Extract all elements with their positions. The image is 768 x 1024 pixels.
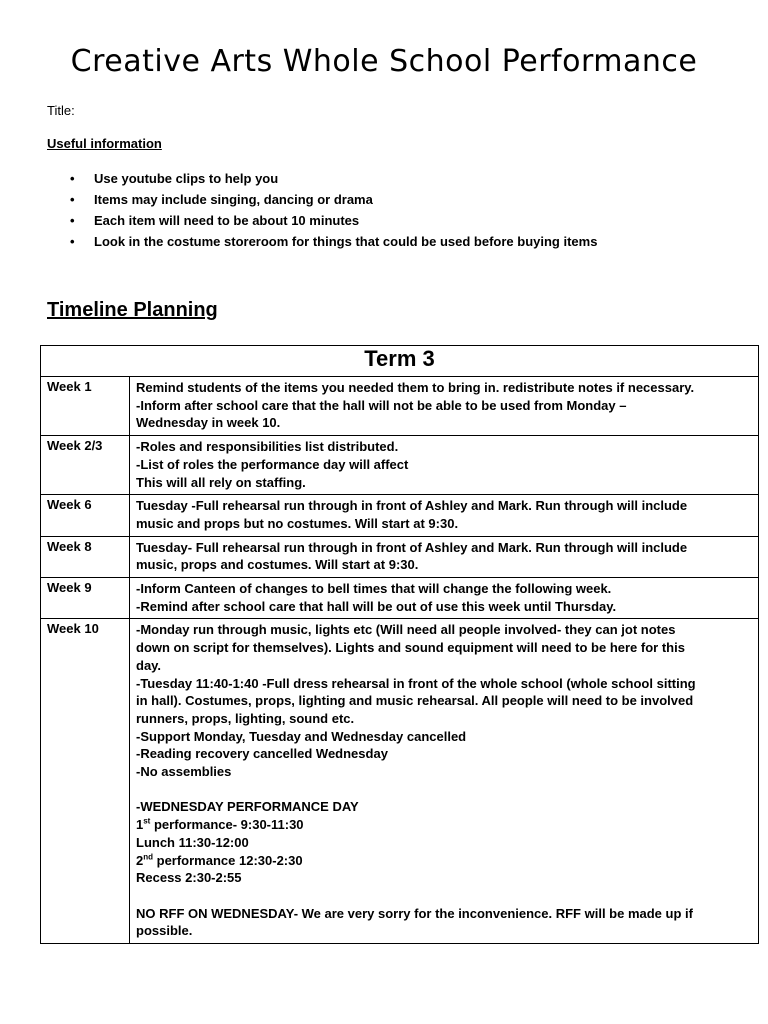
title-field-label: Title: bbox=[47, 103, 75, 118]
description-line: possible. bbox=[136, 923, 193, 939]
week-cell: Week 2/3 bbox=[41, 436, 130, 495]
description-cell bbox=[130, 536, 759, 577]
list-item bbox=[70, 189, 597, 210]
description-line: music, props and costumes. Will start at 9:30. bbox=[136, 557, 419, 573]
description-line: 1st performance- 9:30-11:30 bbox=[136, 816, 304, 833]
description-line: -WEDNESDAY PERFORMANCE DAY bbox=[136, 799, 359, 815]
table-row bbox=[41, 536, 759, 577]
list-item-text: Use youtube clips to help you bbox=[94, 171, 279, 186]
list-item bbox=[70, 210, 597, 231]
table-row bbox=[41, 578, 759, 619]
description-cell bbox=[130, 436, 759, 495]
description-line: -Remind after school care that hall will be out of use this week until Thursday. bbox=[136, 598, 617, 614]
list-item-text: Items may include singing, dancing or drama bbox=[94, 192, 373, 207]
description-line: runners, props, lighting, sound etc. bbox=[136, 710, 355, 726]
list-item-text: Look in the costume storeroom for things that could be used before buying items bbox=[94, 234, 598, 249]
description-line: in hall). Costumes, props, lighting and music rehearsal. All people will need to be involved bbox=[136, 693, 694, 709]
description-line: -Roles and responsibilities list distributed. bbox=[136, 439, 399, 455]
timeline-table bbox=[40, 345, 759, 944]
week-cell: Week 8 bbox=[41, 536, 130, 577]
description-line: down on script for themselves). Lights and sound equipment will need to be here for this bbox=[136, 640, 685, 656]
list-item bbox=[70, 168, 597, 189]
bullet-icon: • bbox=[70, 234, 75, 249]
week-cell: Week 10 bbox=[41, 619, 130, 944]
term-heading: Term 3 bbox=[41, 346, 759, 377]
description-line: Recess 2:30-2:55 bbox=[136, 870, 242, 886]
description-line: 2nd performance 12:30-2:30 bbox=[136, 852, 303, 868]
description-line: -Monday run through music, lights etc (Will need all people involved- they can jot notes bbox=[136, 622, 676, 638]
description-line: -List of roles the performance day will affect bbox=[136, 456, 409, 472]
ordinal-suffix: nd bbox=[143, 852, 154, 862]
week-cell: Week 6 bbox=[41, 495, 130, 536]
table-row bbox=[41, 377, 759, 436]
table-row bbox=[41, 495, 759, 536]
table-row bbox=[41, 436, 759, 495]
description-line: NO RFF ON WEDNESDAY- We are very sorry for the inconvenience. RFF will be made up if bbox=[136, 905, 693, 921]
description-line: -No assemblies bbox=[136, 764, 232, 780]
description-line: day. bbox=[136, 657, 162, 673]
blank-line bbox=[136, 887, 752, 905]
description-cell bbox=[130, 619, 759, 944]
table-header-row bbox=[41, 346, 759, 377]
ordinal-suffix: st bbox=[143, 816, 151, 826]
list-item bbox=[70, 231, 597, 252]
description-line: Tuesday -Full rehearsal run through in front of Ashley and Mark. Run through will include bbox=[136, 498, 688, 514]
week-cell: Week 1 bbox=[41, 377, 130, 436]
description-cell bbox=[130, 377, 759, 436]
useful-information-heading: Useful information bbox=[47, 136, 162, 151]
bullet-icon: • bbox=[70, 171, 75, 186]
description-line: Tuesday- Full rehearsal run through in front of Ashley and Mark. Run through will include bbox=[136, 539, 688, 555]
description-line: Wednesday in week 10. bbox=[136, 415, 281, 431]
description-line: -Inform Canteen of changes to bell times that will change the following week. bbox=[136, 581, 612, 597]
blank-line bbox=[136, 781, 752, 799]
timeline-table-body bbox=[41, 377, 759, 944]
description-line: music and props but no costumes. Will start at 9:30. bbox=[136, 515, 459, 531]
description-line: -Inform after school care that the hall will not be able to be used from Monday – bbox=[136, 397, 627, 413]
bullet-icon: • bbox=[70, 192, 75, 207]
bullet-icon: • bbox=[70, 213, 75, 228]
useful-information-list bbox=[70, 168, 597, 252]
list-item-text: Each item will need to be about 10 minutes bbox=[94, 213, 360, 228]
description-line: -Support Monday, Tuesday and Wednesday cancelled bbox=[136, 728, 467, 744]
week-cell: Week 9 bbox=[41, 578, 130, 619]
description-line: -Reading recovery cancelled Wednesday bbox=[136, 746, 388, 762]
description-line: Remind students of the items you needed them to bring in. redistribute notes if necessary. bbox=[136, 380, 695, 395]
description-line: This will all rely on staffing. bbox=[136, 474, 306, 490]
description-cell bbox=[130, 578, 759, 619]
page-title: Creative Arts Whole School Performance bbox=[70, 44, 698, 79]
description-line: -Tuesday 11:40-1:40 -Full dress rehearsal in front of the whole school (whole school sitting bbox=[136, 675, 696, 691]
description-line: Lunch 11:30-12:00 bbox=[136, 834, 249, 850]
table-row bbox=[41, 619, 759, 944]
timeline-planning-heading: Timeline Planning bbox=[47, 299, 218, 321]
description-cell bbox=[130, 495, 759, 536]
